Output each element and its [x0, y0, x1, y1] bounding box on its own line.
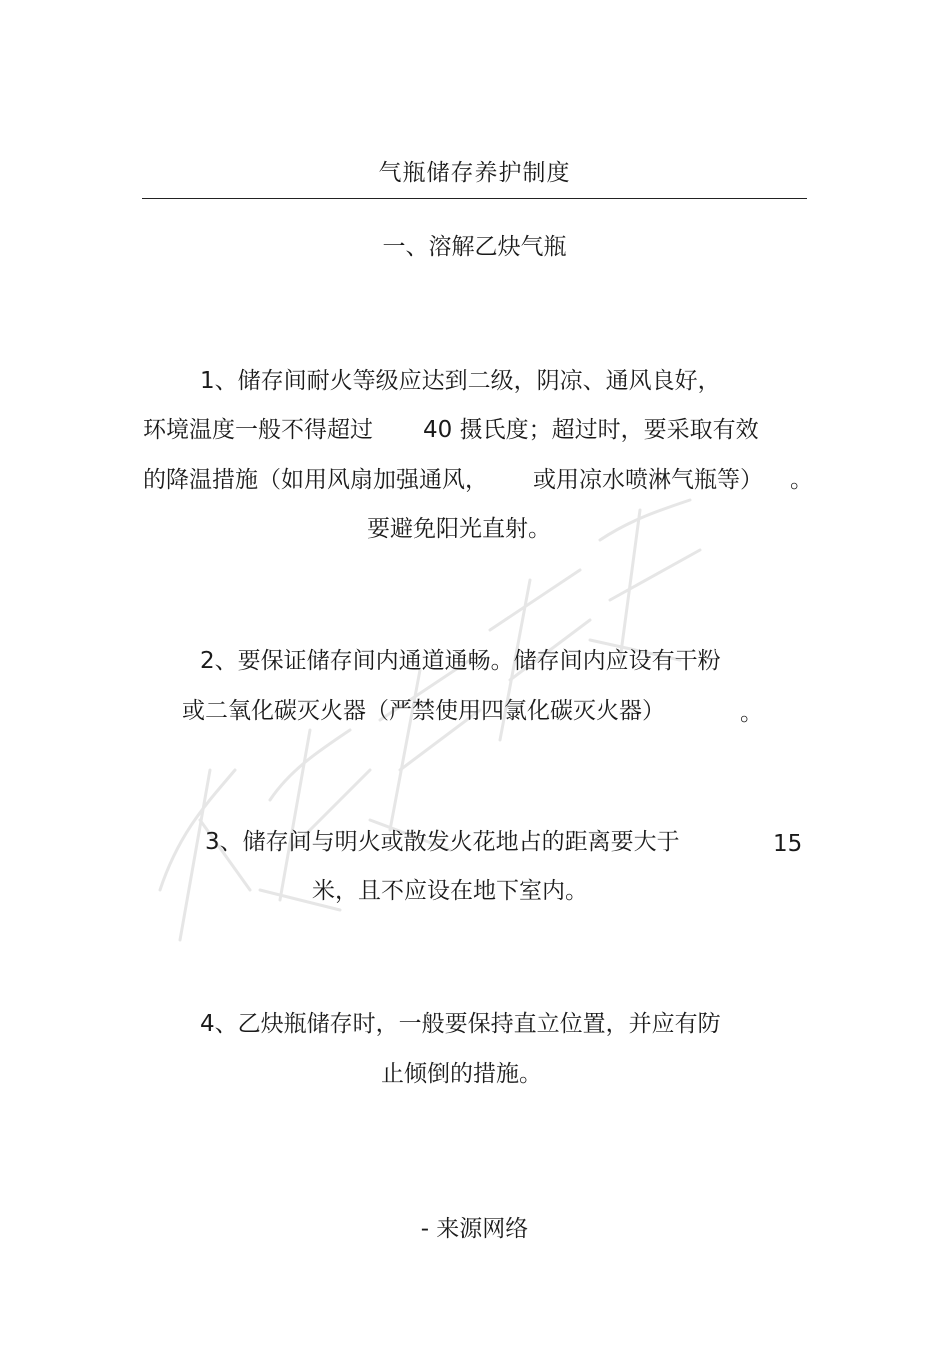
document-title: 气瓶储存养护制度 — [378, 160, 571, 186]
paragraph-1-line-4: 要避免阳光直射。 — [367, 516, 551, 542]
footer-source: - 来源网络 — [420, 1216, 529, 1242]
paragraph-1-line-3a: 的降温措施（如用风扇加强通风， — [143, 467, 488, 493]
paragraph-1-line-3c: 。 — [790, 467, 813, 493]
section-heading: 一、溶解乙炔气瓶 — [382, 234, 567, 260]
paragraph-4-line-1: 4、乙炔瓶储存时，一般要保持直立位置，并应有防 — [200, 1011, 721, 1037]
paragraph-1-line-3b: 或用凉水喷淋气瓶等） — [533, 467, 763, 493]
paragraph-1-line-2a: 环境温度一般不得超过 — [143, 417, 373, 443]
title-divider — [142, 198, 807, 199]
paragraph-2-line-2a: 或二氧化碳灭火器（严禁使用四氯化碳灭火器） — [182, 698, 665, 724]
paragraph-1-line-2b: 40 摄氏度；超过时，要采取有效 — [423, 417, 759, 443]
paragraph-4-line-2: 止倾倒的措施。 — [381, 1061, 542, 1087]
paragraph-2-line-1: 2、要保证储存间内通道通畅。储存间内应设有干粉 — [200, 648, 721, 674]
paragraph-3-line-1b: 15 — [773, 831, 803, 857]
paragraph-2-line-2b: 。 — [740, 700, 763, 726]
paragraph-3-line-2: 米，且不应设在地下室内。 — [312, 878, 588, 904]
paragraph-1-line-1: 1、储存间耐火等级应达到二级，阴凉、通风良好， — [200, 368, 721, 394]
paragraph-3-line-1a: 3、储存间与明火或散发火花地占的距离要大于 — [205, 829, 680, 855]
